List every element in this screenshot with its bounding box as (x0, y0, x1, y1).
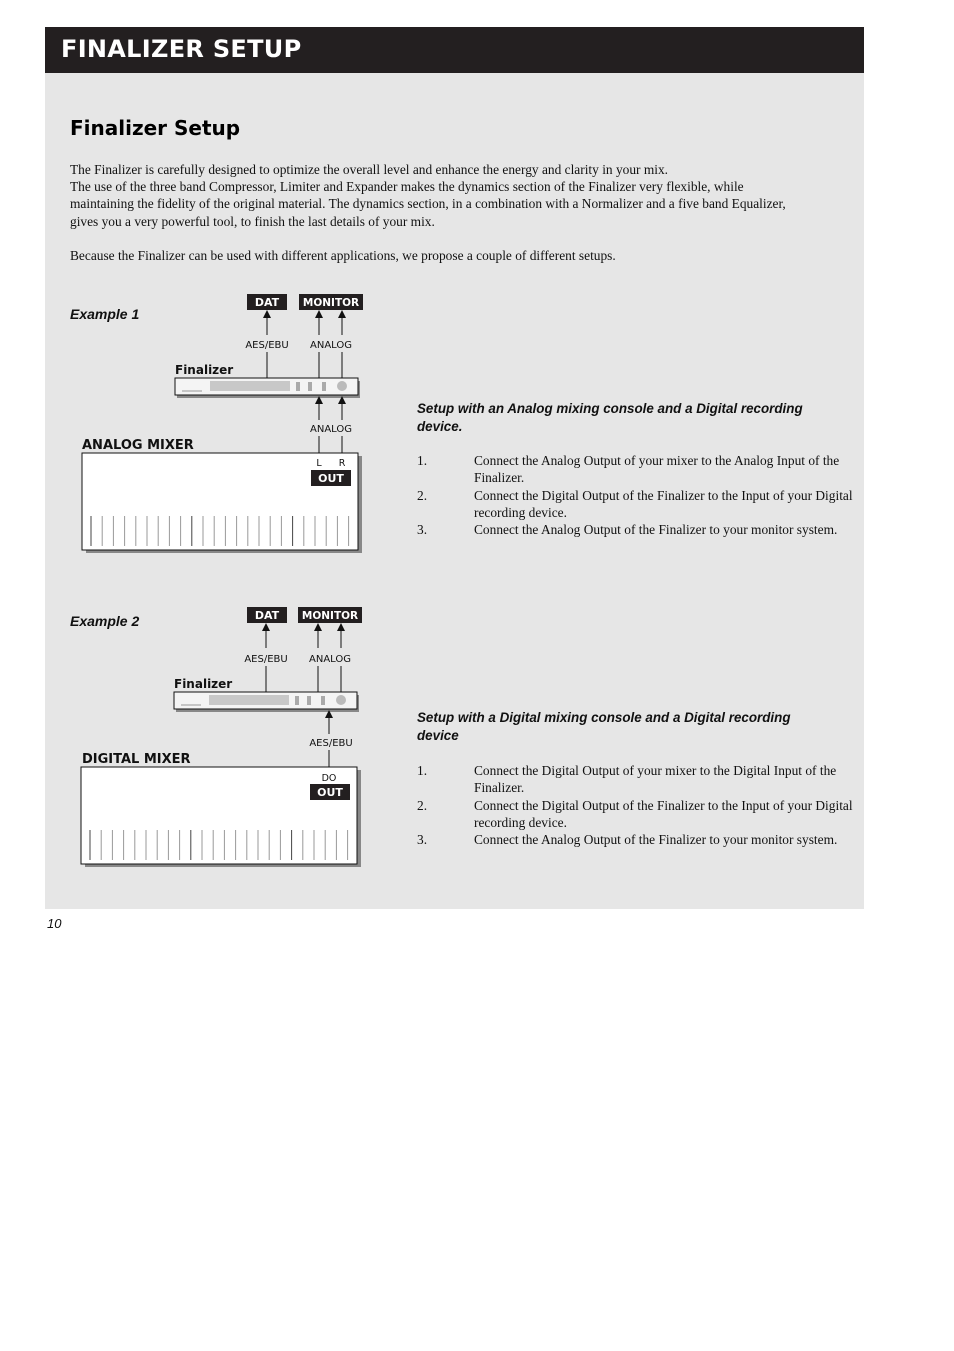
step-item: 2. Connect the Digital Output of the Finalizer to the Input of your Digital recording device. (417, 487, 853, 520)
page-number: 10 (47, 916, 62, 931)
step-item: 3. Connect the Analog Output of the Finalizer to your monitor system. (417, 832, 838, 848)
analog-top-label: ANALOG (310, 340, 352, 351)
example-2-heading: Setup with a Digital mixing console and a Digital recording device (417, 710, 791, 743)
out-label: OUT (317, 786, 343, 799)
example-2-steps (417, 762, 857, 848)
finalizer-key (308, 382, 312, 391)
finalizer-display (210, 381, 290, 391)
port-r-label: R (338, 458, 346, 469)
aes-ebu-label: AES/EBU (244, 654, 288, 665)
intro-paragraph (70, 161, 810, 230)
monitor-label: MONITOR (302, 297, 360, 309)
finalizer-label: Finalizer (175, 363, 234, 377)
mixer-title: DIGITAL MIXER (82, 752, 191, 767)
header-bar (45, 27, 864, 73)
step-item: 2. Connect the Digital Output of the Finalizer to the Input of your Digital recording device. (417, 797, 853, 830)
example-2-label: Example 2 (70, 613, 140, 629)
finalizer-key (296, 382, 300, 391)
example-1-heading: Setup with an Analog mixing console and a Digital recording device. (417, 401, 803, 434)
example-1-steps (417, 452, 857, 538)
intro-line-2: The use of the three band Compressor, Limiter and Expander makes the dynamics section of the Finalizer very flexible, while maintaining the fidelity of the original material. The dynamics section, in a combination with a Normalizer and a five band Equalizer, gives you a very powerful tool, to finish the last details of your mix. (70, 179, 786, 229)
monitor-label: MONITOR (301, 610, 359, 622)
analog-mid-label: ANALOG (310, 424, 352, 435)
intro-paragraph-2: Because the Finalizer can be used with different applications, we propose a couple of different setups. (70, 248, 616, 263)
example-1-label: Example 1 (70, 306, 140, 322)
dat-label: DAT (254, 296, 280, 309)
step-item: 1. Connect the Analog Output of your mixer to the Analog Input of the Finalizer. (417, 453, 840, 486)
analog-top-label: ANALOG (309, 654, 351, 665)
finalizer-label: Finalizer (174, 677, 233, 691)
step-item: 1. Connect the Digital Output of your mixer to the Digital Input of the Finalizer. (417, 763, 837, 796)
page-title: FINALIZER SETUP (61, 35, 302, 63)
dat-label: DAT (254, 609, 280, 622)
finalizer-key (307, 696, 311, 705)
example-1-diagram (78, 290, 368, 561)
section-title: Finalizer Setup (70, 116, 241, 140)
mixer-title: ANALOG MIXER (82, 438, 194, 453)
aes-ebu-label: AES/EBU (245, 340, 289, 351)
port-do-label: DO (321, 773, 337, 784)
finalizer-key (295, 696, 299, 705)
intro-line-1: The Finalizer is carefully designed to optimize the overall level and enhance the energy and clarity in your mix. (70, 162, 669, 177)
out-label: OUT (318, 472, 344, 485)
mixer-body (81, 767, 357, 864)
finalizer-key (321, 696, 325, 705)
finalizer-key (322, 382, 326, 391)
aes-ebu-mid-label: AES/EBU (309, 738, 353, 749)
port-l-label: L (316, 458, 322, 469)
finalizer-display (209, 695, 289, 705)
step-item: 3. Connect the Analog Output of the Finalizer to your monitor system. (417, 522, 838, 538)
finalizer-knob (336, 695, 346, 705)
example-2-diagram (78, 604, 368, 875)
finalizer-knob (337, 381, 347, 391)
